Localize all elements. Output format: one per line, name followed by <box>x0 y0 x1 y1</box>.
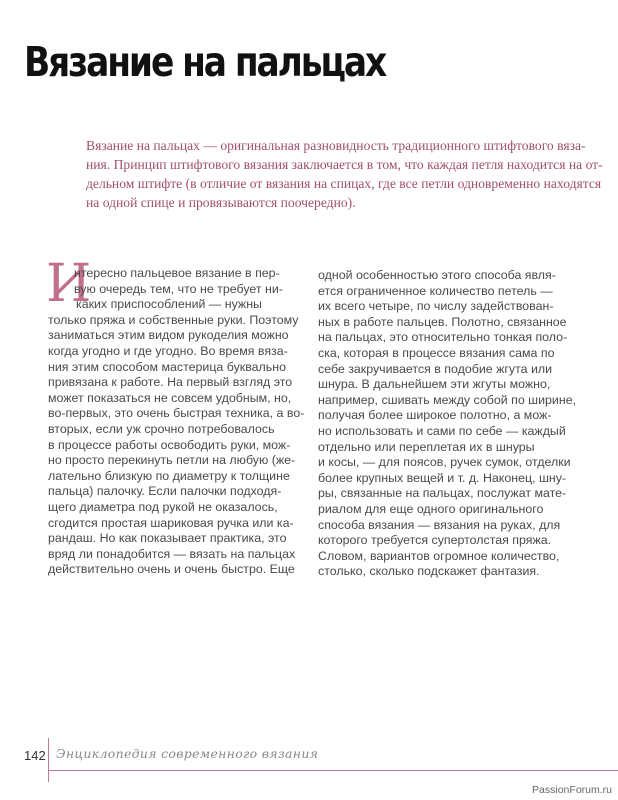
body-line: способа вязания — вязания на руках, для <box>318 517 561 532</box>
running-title: Энциклопедия современного вязания <box>56 746 319 761</box>
lead-paragraph <box>86 136 603 212</box>
body-line: в процессе работы освободить руки, мож- <box>48 437 291 452</box>
lead-line: на одной спице и провязываются поочередно). <box>86 195 356 210</box>
page-title: Вязание на пальцах <box>24 38 386 86</box>
lead-line: Вязание на пальцах — оригинальная разновидность традиционного штифтового вяза- <box>86 138 586 153</box>
body-line: себе закручивается в подобие жгута или <box>318 361 553 376</box>
body-column-right <box>318 268 577 580</box>
body-line: получая более широкое полотно, а мож- <box>318 408 552 423</box>
body-line: но использовать и сами по себе — каждый <box>318 423 566 438</box>
body-line: их всего четыре, по числу задействован- <box>318 299 554 314</box>
body-line: заниматься этим видом рукоделия можно <box>48 328 289 343</box>
body-line: щего диаметра под рукой не оказалось, <box>48 499 278 514</box>
body-line: на пальцах, это относительно тонкая поло- <box>318 330 568 345</box>
body-line: может показаться не совсем удобным, но, <box>48 390 292 405</box>
body-line: ния этим способом мастерица буквально <box>48 359 286 374</box>
footer-vertical-rule <box>48 738 49 782</box>
body-line: шнура. В дальнейшем эти жгуты можно, <box>318 377 551 392</box>
body-line: ска, которая в процессе вязания сама по <box>318 345 555 360</box>
body-line: вряд ли понадобится — вязать на пальцах <box>48 546 296 561</box>
body-line: но просто перекинуть петли на любую (же- <box>48 453 296 468</box>
body-line: лательно близкую по диаметру к толщине <box>48 468 290 483</box>
drop-cap: И <box>46 254 92 314</box>
body-line: ется ограниченное количество петель — <box>318 283 553 298</box>
body-line: риалом для еще одного оригинального <box>318 501 544 516</box>
body-line: вторых, если уж срочно потребовалось <box>48 421 275 436</box>
body-line: когда угодно и где угодно. Во время вяза- <box>48 343 288 358</box>
body-line: ных в работе пальцев. Полотно, связанное <box>318 314 567 329</box>
body-line: только пряжа и собственные руки. Поэтому <box>48 312 299 327</box>
body-line: действительно очень и очень быстро. Еще <box>48 562 295 577</box>
body-line: привязана к работе. На первый взгляд это <box>48 375 293 390</box>
body-line: Словом, вариантов огромное количество, <box>318 548 560 563</box>
body-line: вую очередь тем, что не требует ни- <box>74 281 283 296</box>
body-line: которого требуется супертолстая пряжа. <box>318 533 552 548</box>
body-line: отдельно или переплетая их в шнуры <box>318 439 535 454</box>
body-column-left <box>48 266 305 578</box>
lead-line: ния. Принцип штифтового вязания заключается в том, что каждая петля находится на от- <box>86 157 603 172</box>
body-line: во-первых, это очень быстрая техника, а во- <box>48 406 305 421</box>
body-line: одной особенностью этого способа явля- <box>318 268 556 282</box>
lead-line: дельном штифте (в отличие от вязания на спицах, где все петли одновременно находятся <box>86 176 602 191</box>
body-line: и косы, — для поясов, ручек сумок, отделки <box>318 455 571 470</box>
body-line: нтересно пальцевое вязание в пер- <box>74 266 280 280</box>
page-number: 142 <box>24 748 46 763</box>
body-line: например, сшивать между собой по ширине, <box>318 392 577 407</box>
body-line: столько, сколько подскажет фантазия. <box>318 564 540 579</box>
body-line: сгодится простая шариковая ручка или ка- <box>48 515 294 530</box>
body-line: ры, связанные на пальцах, послужат мате- <box>318 486 567 501</box>
footer-horizontal-rule <box>48 770 618 771</box>
body-line: рандаш. Но как показывает практика, это <box>48 531 287 546</box>
watermark: PassionForum.ru <box>532 784 612 796</box>
body-line: каких приспособлений — нужны <box>76 297 262 312</box>
body-line: пальца) палочку. Если палочки подходя- <box>48 484 282 499</box>
body-line: более крупных вещей и т. д. Наконец, шну- <box>318 470 567 485</box>
